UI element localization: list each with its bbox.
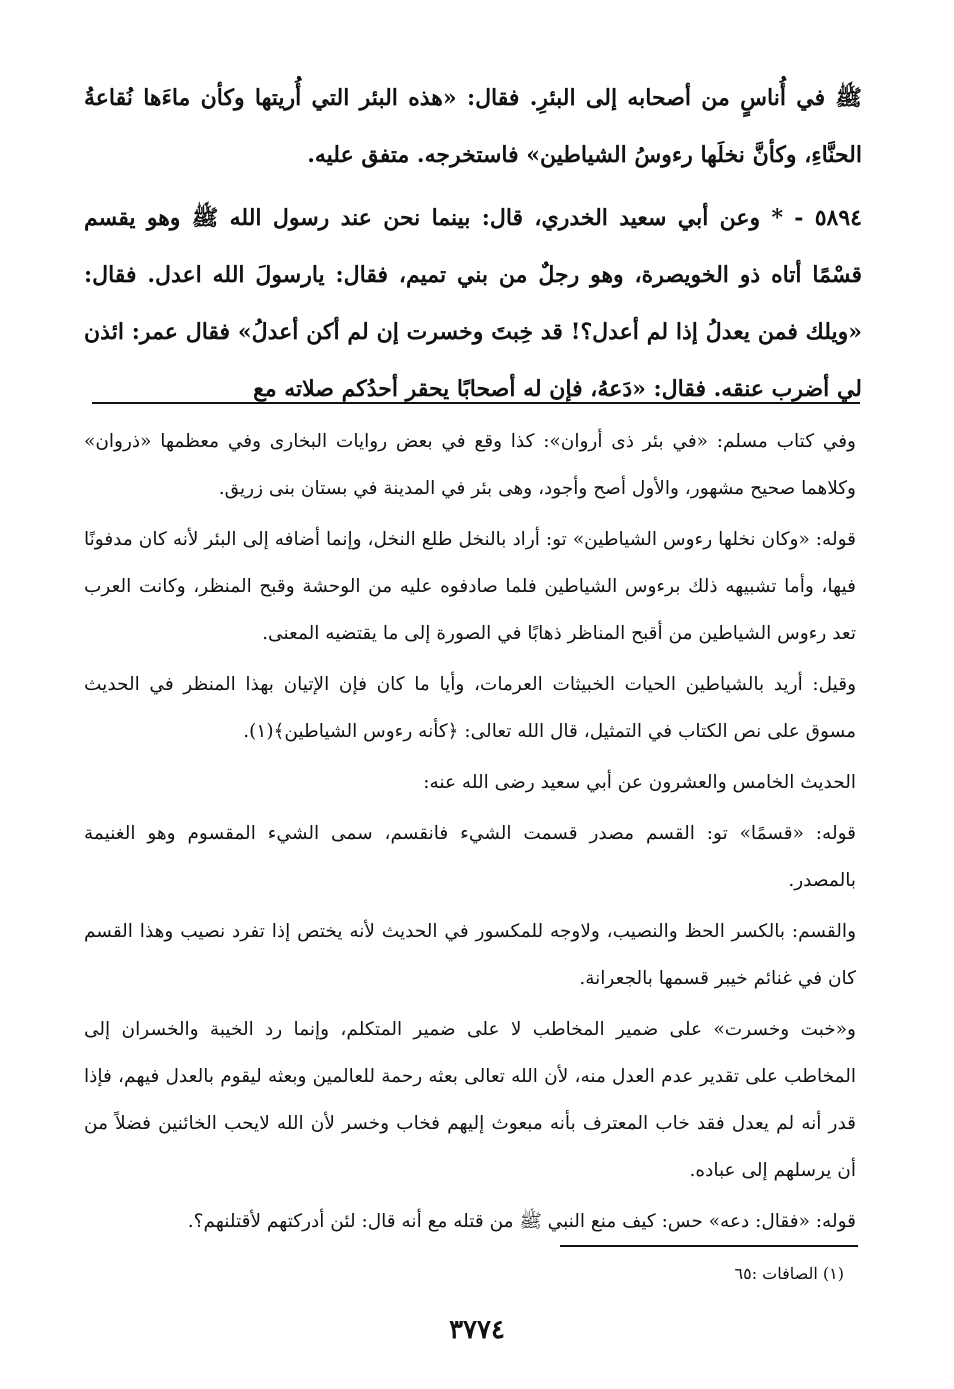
commentary-paragraph: قوله: «فقال: دعه» حس: كيف منع النبي ﷺ من قتله مع أنه قال: لئن أدركتهم لأقتلنهم؟.	[187, 1211, 856, 1232]
page-number: ٣٧٧٤	[449, 1315, 505, 1345]
commentary-paragraph: وفي كتاب مسلم: «في بئر ذى أروان»: كذا وقع في بعض روايات البخارى وفي معظمها «ذروان» وكلاهما صحيح مشهور، والأول أصح وأجود، وهى بئر في المدينة في بستان بنى زريق.	[84, 431, 856, 499]
commentary-paragraph: قوله: «قسمًا» تو: القسم مصدر قسمت الشيء فانقسم، سمى الشيء المقسوم وهو الغنيمة بالمصدر.	[84, 823, 856, 891]
text-divider	[92, 402, 860, 404]
hadith-text	[84, 70, 862, 418]
hadith-paragraph: ٥٨٩٤ - * وعن أبي سعيد الخدري، قال: بينما نحن عند رسول الله ﷺ وهو يقسم قسْمًا أتاه ذو الخويصرة، وهو رجلٌ من بني تميم، فقال: يارسولَ الله اعدل. فقال: «ويلك فمن يعدلُ إذا لم أعدل؟! قد خِبتَ وخسرت إن لم أكن أعدلُ» فقال عمر: ائذن لي أضرب عنقه. فقال: «دَعهُ، فإن له أصحابًا يحقر أحدُكم صلاته مع	[84, 205, 862, 402]
hadith-paragraph: ﷺ في أُناسٍ من أصحابه إلى البئرِ. فقال: «هذه البئر التي أُريتها وكأن ماءَها نُقاعةُ الحنَّاءِ، وكأنَّ نخلَها رءوسُ الشياطين» فاستخرجه. متفق عليه.	[84, 85, 862, 168]
footnote-divider	[560, 1245, 858, 1247]
commentary-paragraph: وقيل: أريد بالشياطين الحيات الخبيثات العرمات، وأيا ما كان فإن الإتيان بهذا المنظر في الحديث مسوق على نص الكتاب في التمثيل، قال الله تعالى: ﴿كأنه رءوس الشياطين﴾(١).	[84, 674, 856, 742]
commentary-paragraph: قوله: «وكان نخلها رءوس الشياطين» تو: أراد بالنخل طلع النخل، وإنما أضافه إلى البئر لأنه كان مدفونًا فيها، وأما تشبيهه ذلك برءوس الشياطين فلما صادفوه عليه من الوحشة وقبح المنظر، وكانت العرب تعد رءوس الشياطين من أقبح المناظر ذهابًا في الصورة إلى ما يقتضيه المعنى.	[84, 529, 856, 644]
commentary-heading: الحديث الخامس والعشرون عن أبي سعيد رضى الله عنه:	[423, 772, 856, 793]
commentary-paragraph: والقسم: بالكسر الحظ والنصيب، ولاوجه للمكسور في الحديث لأنه يختص إذا تفرد نصيب وهذا القسم كان في غنائم خيبر قسمها بالجعرانة.	[84, 921, 856, 989]
commentary-paragraph: و«خبت وخسرت» على ضمير المخاطب لا على ضمير المتكلم، وإنما رد الخيبة والخسران إلى المخاطب على تقدير عدم العدل منه، لأن الله تعالى بعثه رحمة للعالمين وبعثه ليقوم بالعدل فيهم، فإذا قدر أنه لم يعدل فقد خاب المعترف بأنه مبعوث إليهم فخاب وخسر لأن الله لايحب الخائنين فضلاً من أن يرسلهم إلى عباده.	[84, 1019, 856, 1181]
commentary-section	[84, 418, 856, 1245]
footnote: (١) الصافات :٦٥	[734, 1264, 844, 1283]
